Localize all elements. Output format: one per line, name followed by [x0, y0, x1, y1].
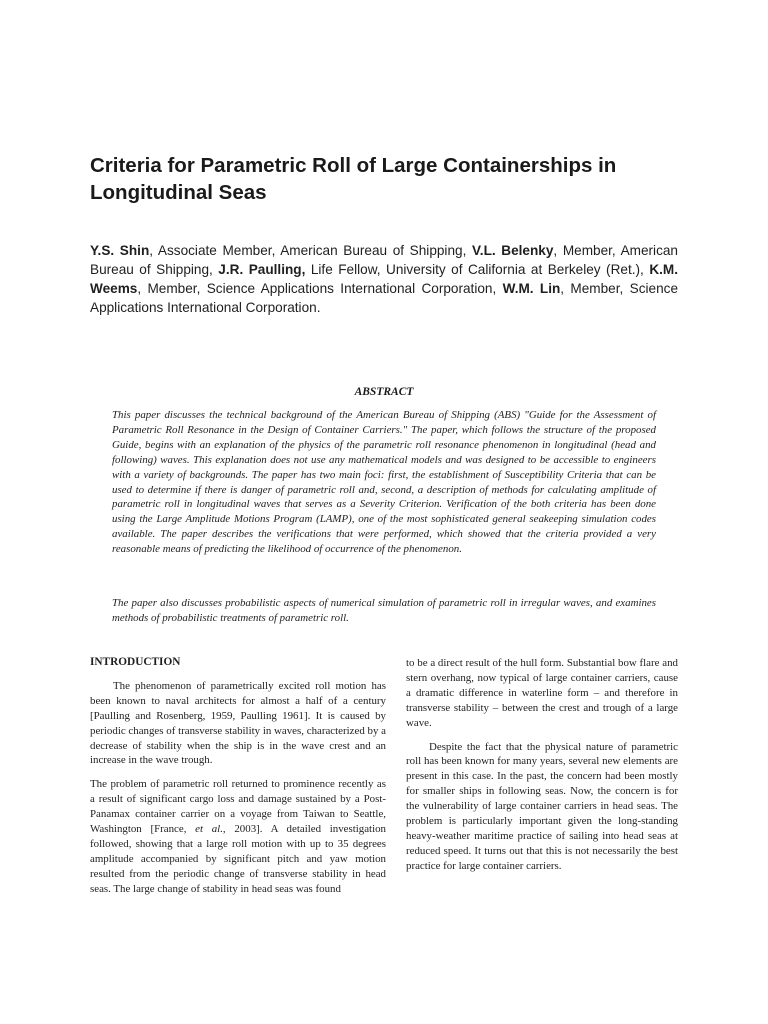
paper-title: Criteria for Parametric Roll of Large Containerships in Longitudinal Seas [90, 154, 617, 204]
left-column [90, 655, 386, 897]
author-affiliation: , Member, Science Applications International Corporation. [90, 281, 678, 315]
author-list [90, 241, 678, 317]
author-name: J.R. Paulling, [218, 262, 306, 277]
abstract-paragraph: This paper discusses the technical background of the American Bureau of Shipping (ABS) "Guide for the Assessment of Parametric Roll Resonance in the Design of Container Carriers." The paper, which follows the structure of the proposed Guide, begins with an explanation of the physics of the parametric roll resonance phenomenon in longitudinal (head and following) waves. This explanation does not use any mathematical models and was designed to be accessible to engineers with a variety of backgrounds. The paper has two main foci: first, the establishment of Susceptibility Criteria that can be used to determine if there is danger of parametric roll and, second, a description of methods for calculating amplitude of parametric roll in longitudinal waves that serves as a Severity Criterion. Verification of the both criteria has been done using the Large Amplitude Motions Program (LAMP), one of the most sophisticated general seakeeping simulation codes available. The paper describes the verifications that were performed, which showed that the criteria provided a very reasonable means of predicting the likelihood of occurrence of the phenomenon. [112, 409, 656, 556]
right-column [406, 656, 678, 874]
author-name: Y.S. Shin [90, 243, 150, 258]
body-paragraph: Despite the fact that the physical nature of parametric roll has been known for many years, several new elements are present in this case. In the past, the concern had been mostly for smaller ships in following seas. Now, the concern is for the vulnerability of large container carriers in head seas. The problem is particularly important given the long-standing heavy-weather maritime practice of sailing into head seas at reduced speed. It turns out that this is not necessarily the best practice for large container carriers. [406, 740, 678, 872]
body-text: , 2003]. A detailed investigation followed, showing that a large roll motion with up to 35 degrees amplitude accompanied by significant pitch and yaw motion resulted from the periodic change of transverse stability in head seas. The large change of stability in head seas was found [90, 823, 386, 895]
author-affiliation: , Member, Science Applications International Corporation, [137, 281, 503, 296]
body-paragraph: to be a direct result of the hull form. Substantial bow flare and stern overhang, now typical of large container carriers, cause a dramatic difference in waterline form – and therefore in transverse stability – between the crest and trough of a large wave. [406, 657, 678, 729]
abstract-heading: ABSTRACT [354, 386, 414, 398]
author-affiliation: Life Fellow, University of California at Berkeley (Ret.), [305, 262, 650, 277]
abstract-paragraph: The paper also discusses probabilistic aspects of numerical simulation of parametric roll in irregular waves, and examines methods of probabilistic treatments of parametric roll. [112, 597, 656, 624]
body-text: The problem of parametric roll returned to prominence recently as a result of significant cargo loss and damage sustained by a Post-Panamax container carrier on a voyage from Taiwan to Seattle, Washington [France, [90, 778, 386, 836]
body-text-italic: et al. [195, 823, 223, 836]
author-affiliation: , Associate Member, American Bureau of Shipping, [149, 243, 472, 258]
author-name: W.M. Lin [502, 281, 561, 296]
section-heading: INTRODUCTION [90, 656, 181, 668]
body-paragraph: The phenomenon of parametrically excited roll motion has been known to naval architects for almost a half of a century [Paulling and Rosenberg, 1959, Paulling 1961]. It is caused by periodic changes of transverse stability in waves, characterized by a decrease of stability when the ship is in the wave crest and an increase in the wave trough. [90, 679, 386, 767]
body-paragraph [90, 777, 386, 896]
author-name: K.M. Weems [90, 262, 679, 296]
author-name: V.L. Belenky [471, 243, 554, 258]
author-affiliation: , Member, American Bureau of Shipping, [90, 243, 678, 277]
